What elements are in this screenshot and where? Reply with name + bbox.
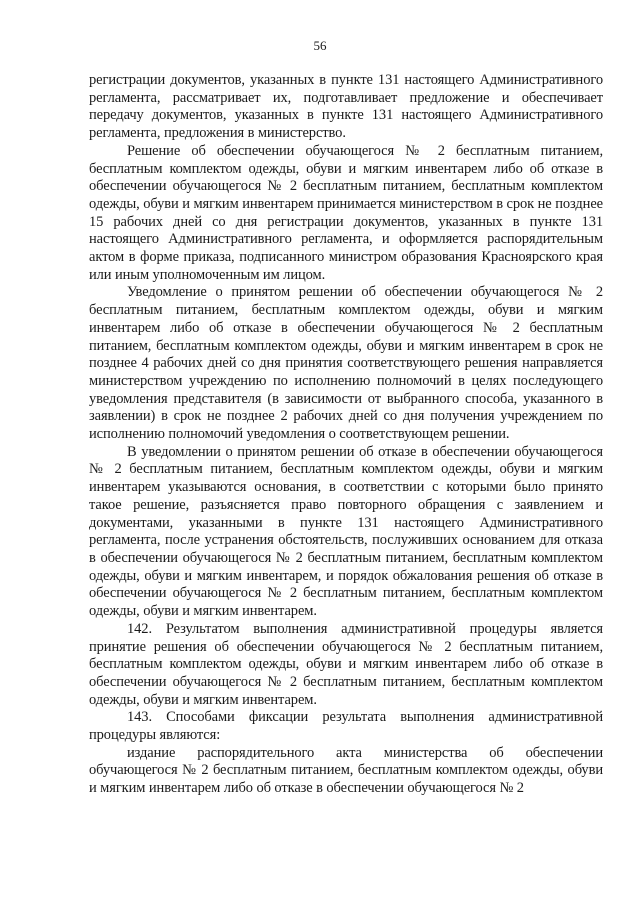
paragraph-fixation-method: издание распорядительного акта министерства об обеспечении обучающегося № 2 бесплатным питанием, бесплатным комплектом одежды, обуви и мягким инвентарем либо об отказе в обеспечении обучающегося № 2: [89, 744, 603, 797]
paragraph-refusal-notification: В уведомлении о принятом решении об отказе в обеспечении обучающегося № 2 бесплатным питанием, бесплатным комплектом одежды, обуви и мягким инвентарем указываются основания, в соответствии с которыми было принято такое решение, разъясняется право повторного обращения с заявлением и документами, указанными в пункте 131 настоящего Административного регламента, после устранения обстоятельств, послуживших основанием для отказа в обеспечении обучающегося № 2 бесплатным питанием, бесплатным комплектом одежды, обуви и мягким инвентарем, и порядок обжалования решения об отказе в обеспечении обучающегося № 2 бесплатным питанием, бесплатным комплектом одежды, обуви и мягким инвентарем.: [89, 443, 603, 620]
document-body: [89, 72, 603, 798]
paragraph-item-142: 142. Результатом выполнения административной процедуры является принятие решения об обеспечении обучающегося № 2 бесплатным питанием, бесплатным комплектом одежды, обуви и мягким инвентарем либо об отказе в обеспечении обучающегося № 2 бесплатным питанием, бесплатным комплектом одежды, обуви и мягким инвентарем.: [89, 620, 603, 708]
paragraph-notification: Уведомление о принятом решении об обеспечении обучающегося № 2 бесплатным питанием, бесплатным комплектом одежды, обуви и мягким инвентарем либо об отказе в обеспечении обучающегося № 2 бесплатным питанием, бесплатным комплектом одежды, обуви и мягким инвентарем в срок не позднее 4 рабочих дней со дня принятия соответствующего решения направляется министерством учреждению по исполнению полномочий в целях последующего уведомления представителя (в зависимости от выбранного способа, указанного в заявлении) в срок не позднее 2 рабочих дней со дня получения учреждением по исполнению полномочий уведомления о соответствующем решении.: [89, 284, 603, 443]
paragraph-decision-terms: Решение об обеспечении обучающегося № 2 бесплатным питанием, бесплатным комплектом одежды, обуви и мягким инвентарем либо об отказе в обеспечении обучающегося № 2 бесплатным питанием, бесплатным комплектом одежды, обуви и мягким инвентарем принимается министерством в срок не позднее 15 рабочих дней со дня регистрации документов, указанных в пункте 131 настоящего Административного регламента, и оформляется распорядительным актом в форме приказа, подписанного министром образования Красноярского края или иным уполномоченным им лицом.: [89, 142, 603, 283]
paragraph-item-143: 143. Способами фиксации результата выполнения административной процедуры являются:: [89, 709, 603, 744]
paragraph-continuation: регистрации документов, указанных в пункте 131 настоящего Административного регламента, рассматривает их, подготавливает предложение и обеспечивает передачу документов, указанных в пункте 131 настоящего Административного регламента, предложения в министерство.: [89, 72, 603, 142]
page-number: 56: [313, 38, 327, 53]
